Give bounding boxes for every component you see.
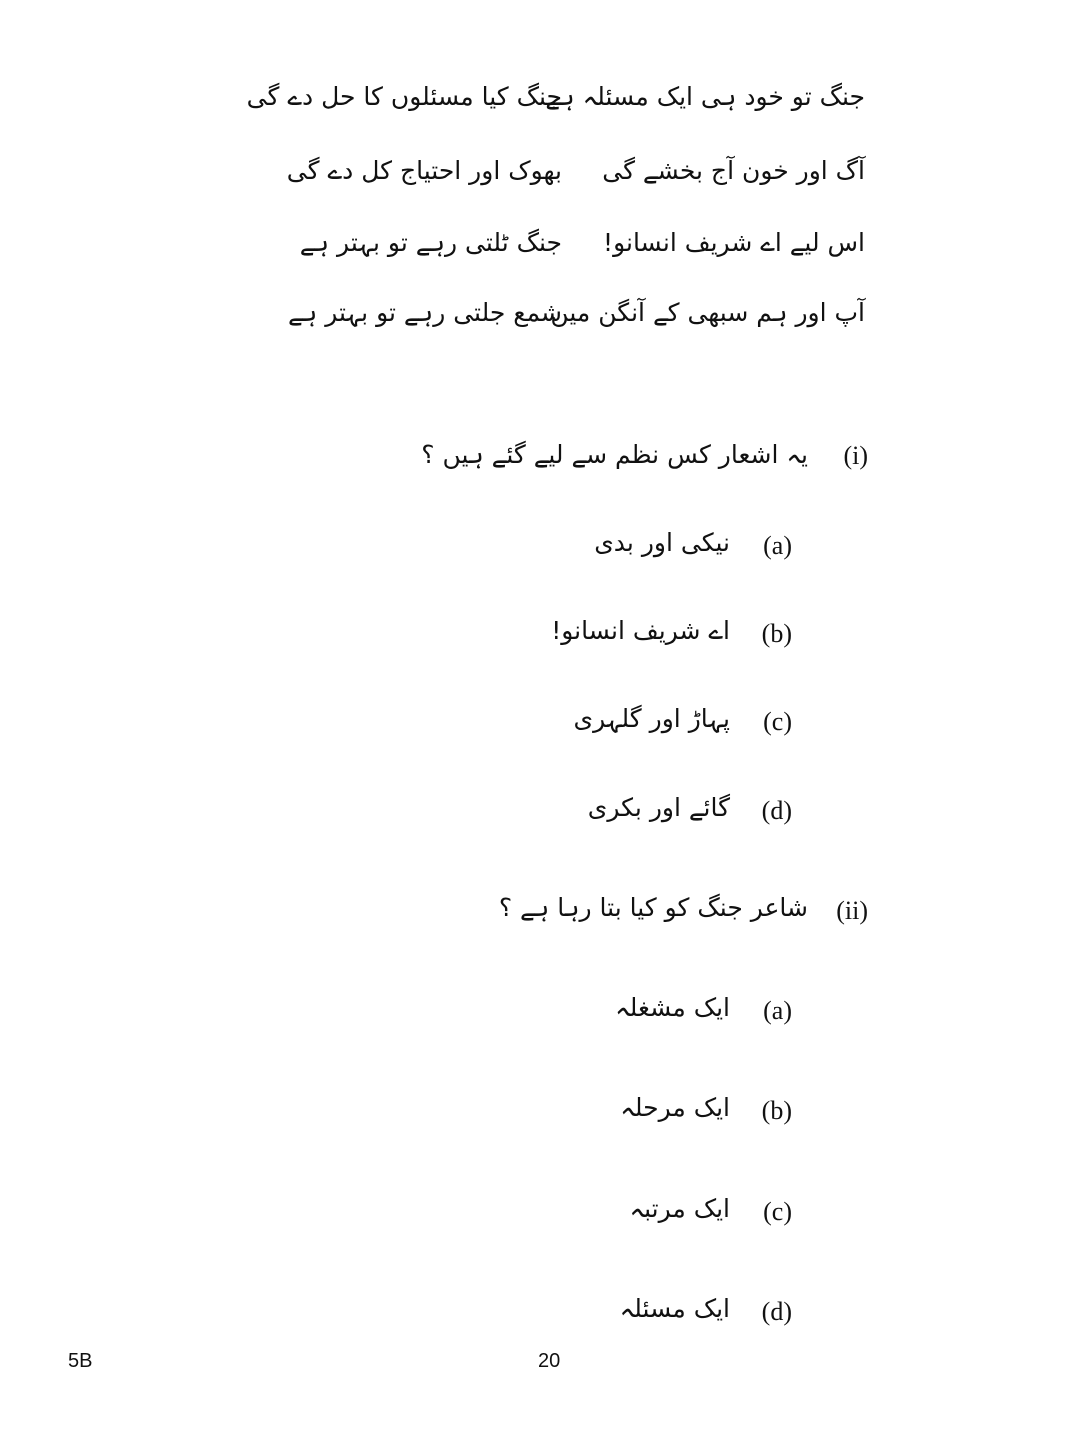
- option-label: (a): [763, 531, 792, 560]
- option-label: (c): [763, 1197, 792, 1226]
- paper-code: 5B: [68, 1350, 93, 1372]
- question-number: (ii): [836, 896, 868, 925]
- option-text: ایک مسئلہ: [619, 1294, 730, 1323]
- option-text: اے شریف انسانو!: [551, 616, 730, 645]
- option-text: نیکی اور بدی: [594, 528, 730, 557]
- poem-line-1-left: جنگ کیا مسئلوں کا حل دے گی: [246, 82, 562, 111]
- option-text: ایک مرتبہ: [629, 1194, 730, 1223]
- poem-line-3-right: اس لیے اے شریف انسانو!: [603, 228, 865, 257]
- option-label: (b): [761, 1096, 792, 1125]
- poem-line-4-left: شمع جلتی رہے تو بہتر ہے: [287, 298, 562, 327]
- poem-line-4-right: آپ اور ہم سبھی کے آنگن میں: [550, 298, 865, 327]
- question-text: یہ اشعار کس نظم سے لیے گئے ہیں ؟: [421, 440, 808, 469]
- option-label: (a): [763, 996, 792, 1025]
- option-label: (d): [761, 1297, 792, 1326]
- poem-line-2-right: آگ اور خون آج بخشے گی: [602, 156, 865, 185]
- poem-line-1-right: جنگ تو خود ہی ایک مسئلہ ہے: [545, 82, 865, 111]
- question-text: شاعر جنگ کو کیا بتا رہا ہے ؟: [498, 893, 808, 922]
- page-number: 20: [538, 1350, 561, 1372]
- option-label: (d): [761, 796, 792, 825]
- option-label: (b): [761, 619, 792, 648]
- option-text: ایک مشغلہ: [615, 993, 730, 1022]
- option-label: (c): [763, 707, 792, 736]
- poem-line-2-left: بھوک اور احتیاج کل دے گی: [286, 156, 562, 185]
- option-text: پہاڑ اور گلہری: [573, 704, 730, 733]
- poem-line-3-left: جنگ ٹلتی رہے تو بہتر ہے: [299, 228, 562, 257]
- option-text: ایک مرحلہ: [620, 1093, 730, 1122]
- question-number: (i): [843, 441, 868, 470]
- option-text: گائے اور بکری: [587, 793, 730, 822]
